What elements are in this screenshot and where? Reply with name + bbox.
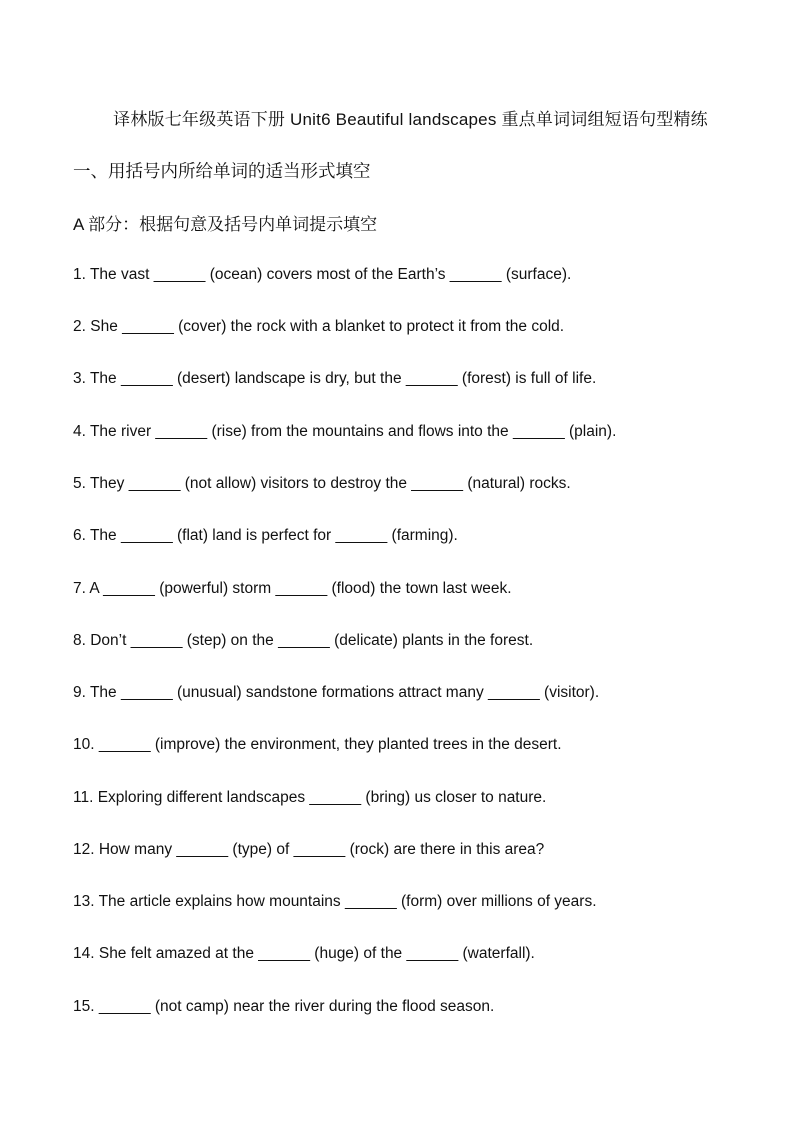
question-12: 12. How many ______ (type) of ______ (rock) are there in this area? <box>73 841 545 858</box>
document-title-text: 译林版七年级英语下册 Unit6 Beautiful landscapes 重点单词词组短语句型精练 <box>113 110 708 129</box>
question-14: 14. She felt amazed at the ______ (huge) of the ______ (waterfall). <box>73 945 535 962</box>
document-title <box>0 105 793 130</box>
question-8: 8. Don’t ______ (step) on the ______ (delicate) plants in the forest. <box>73 632 534 649</box>
question-6: 6. The ______ (flat) land is perfect for ______ (farming). <box>73 527 458 544</box>
question-13: 13. The article explains how mountains ______ (form) over millions of years. <box>73 893 597 910</box>
question-4: 4. The river ______ (rise) from the mountains and flows into the ______ (plain). <box>73 423 617 440</box>
question-2: 2. She ______ (cover) the rock with a blanket to protect it from the cold. <box>73 318 565 335</box>
question-15: 15. ______ (not camp) near the river during the flood season. <box>73 998 495 1015</box>
question-7: 7. A ______ (powerful) storm ______ (flood) the town last week. <box>73 580 512 597</box>
question-3: 3. The ______ (desert) landscape is dry, but the ______ (forest) is full of life. <box>73 370 597 387</box>
question-9: 9. The ______ (unusual) sandstone formations attract many ______ (visitor). <box>73 684 600 701</box>
question-1: 1. The vast ______ (ocean) covers most of the Earth’s ______ (surface). <box>73 266 572 283</box>
question-10: 10. ______ (improve) the environment, they planted trees in the desert. <box>73 736 562 753</box>
question-5: 5. They ______ (not allow) visitors to destroy the ______ (natural) rocks. <box>73 475 571 492</box>
section-heading: 一、用括号内所给单词的适当形式填空 <box>73 161 371 181</box>
question-11: 11. Exploring different landscapes ______ (bring) us closer to nature. <box>73 789 547 806</box>
part-heading: A 部分：根据句意及括号内单词提示填空 <box>73 215 378 234</box>
